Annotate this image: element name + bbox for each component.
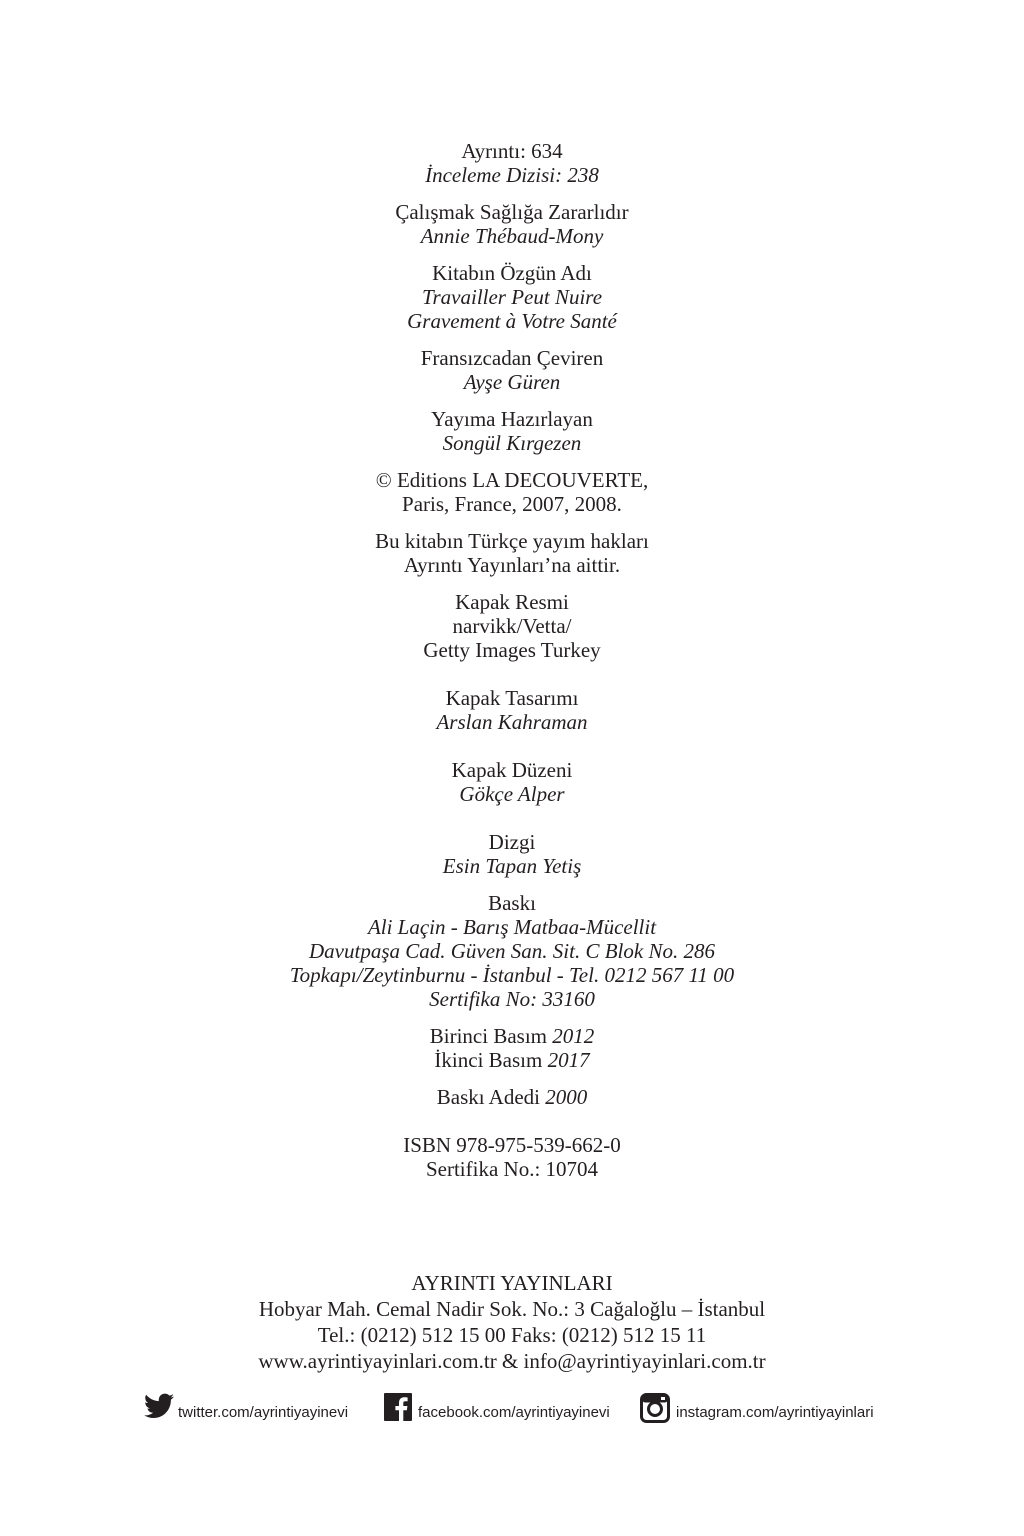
publisher-phone: Tel.: (0212) 512 15 00 Faks: (0212) 512 15 11 — [317, 1323, 707, 1347]
publisher-web: www.ayrintiyayinlari.com.tr & info@ayrintiyayinlari.com.tr — [258, 1349, 766, 1373]
isbn-line: ISBN 978-975-539-662-0 — [403, 1133, 621, 1157]
facebook-icon — [384, 1393, 412, 1421]
editions-block — [162, 1024, 862, 1072]
rights-line: Ayrıntı Yayınları’na aittir. — [403, 553, 621, 577]
editor-name: Songül Kırgezen — [442, 431, 582, 455]
typesetting-label: Dizgi — [488, 830, 536, 854]
publisher-name: AYRINTI YAYINLARI — [411, 1271, 613, 1295]
book-author: Annie Thébaud-Mony — [420, 224, 604, 248]
original-title-line: Gravement à Votre Santé — [407, 309, 617, 333]
isbn-block — [162, 1133, 862, 1181]
print-run-block — [162, 1085, 862, 1109]
cover-image-credit: narvikk/Vetta/ — [452, 614, 572, 638]
certificate-line: Sertifika No.: 10704 — [425, 1157, 599, 1181]
series-subnumber: İnceleme Dizisi: 238 — [425, 163, 599, 187]
second-edition — [162, 1048, 862, 1072]
cover-design-label: Kapak Tasarımı — [445, 686, 579, 710]
typesetting-block — [162, 830, 862, 878]
cover-design-name: Arslan Kahraman — [436, 710, 588, 734]
publisher-block — [112, 1270, 912, 1374]
twitter-url: twitter.com/ayrintiyayinevi — [178, 1404, 349, 1421]
copyright-line: © Editions LA DECOUVERTE, — [375, 468, 649, 492]
cover-layout-name: Gökçe Alper — [459, 782, 565, 806]
translator-label: Fransızcadan Çeviren — [420, 346, 604, 370]
original-title-label: Kitabın Özgün Adı — [432, 261, 592, 285]
cover-image-credit: Getty Images Turkey — [423, 638, 601, 662]
cover-layout-label: Kapak Düzeni — [451, 758, 573, 782]
first-edition-year: 2012 — [552, 1024, 595, 1048]
book-block — [162, 200, 862, 248]
series-number: Ayrıntı: 634 — [461, 139, 563, 163]
translator-name: Ayşe Güren — [463, 370, 561, 394]
cover-design-block — [162, 686, 862, 734]
editor-block — [162, 407, 862, 455]
copyright-line: Paris, France, 2007, 2008. — [402, 492, 622, 516]
print-run-label: Baskı Adedi — [436, 1085, 540, 1109]
editor-label: Yayıma Hazırlayan — [431, 407, 593, 431]
book-title: Çalışmak Sağlığa Zararlıdır — [395, 200, 629, 224]
second-edition-label: İkinci Basım — [434, 1048, 543, 1072]
instagram-icon — [640, 1393, 670, 1423]
social-links — [0, 1393, 1024, 1433]
imprint-column — [162, 139, 862, 1194]
printing-line: Topkapı/Zeytinburnu - İstanbul - Tel. 0212 567 11 00 — [289, 963, 735, 987]
typesetting-name: Esin Tapan Yetiş — [442, 854, 582, 878]
rights-block — [162, 529, 862, 577]
print-run-value: 2000 — [545, 1085, 588, 1109]
copyright-block — [162, 468, 862, 516]
first-edition-label: Birinci Basım — [429, 1024, 547, 1048]
original-title-line: Travailler Peut Nuire — [421, 285, 603, 309]
printing-line: Davutpaşa Cad. Güven San. Sit. C Blok No. 286 — [309, 939, 715, 963]
second-edition-year: 2017 — [547, 1048, 590, 1072]
cover-image-label: Kapak Resmi — [455, 590, 569, 614]
translator-block — [162, 346, 862, 394]
cover-image-block — [162, 590, 862, 662]
instagram-url: instagram.com/ayrintiyayinlari — [676, 1404, 874, 1421]
original-title-block — [162, 261, 862, 333]
printing-line: Ali Laçin - Barış Matbaa-Mücellit — [367, 915, 657, 939]
publisher-address: Hobyar Mah. Cemal Nadir Sok. No.: 3 Cağaloğlu – İstanbul — [258, 1297, 766, 1321]
twitter-icon — [144, 1393, 174, 1419]
facebook-url: facebook.com/ayrintiyayinevi — [418, 1404, 610, 1421]
rights-line: Bu kitabın Türkçe yayım hakları — [375, 529, 649, 553]
printing-line: Sertifika No: 33160 — [429, 987, 595, 1011]
printing-block — [162, 891, 862, 1011]
first-edition — [162, 1024, 862, 1048]
print-run — [162, 1085, 862, 1109]
cover-layout-block — [162, 758, 862, 806]
printing-label: Baskı — [488, 891, 536, 915]
series-block — [162, 139, 862, 187]
